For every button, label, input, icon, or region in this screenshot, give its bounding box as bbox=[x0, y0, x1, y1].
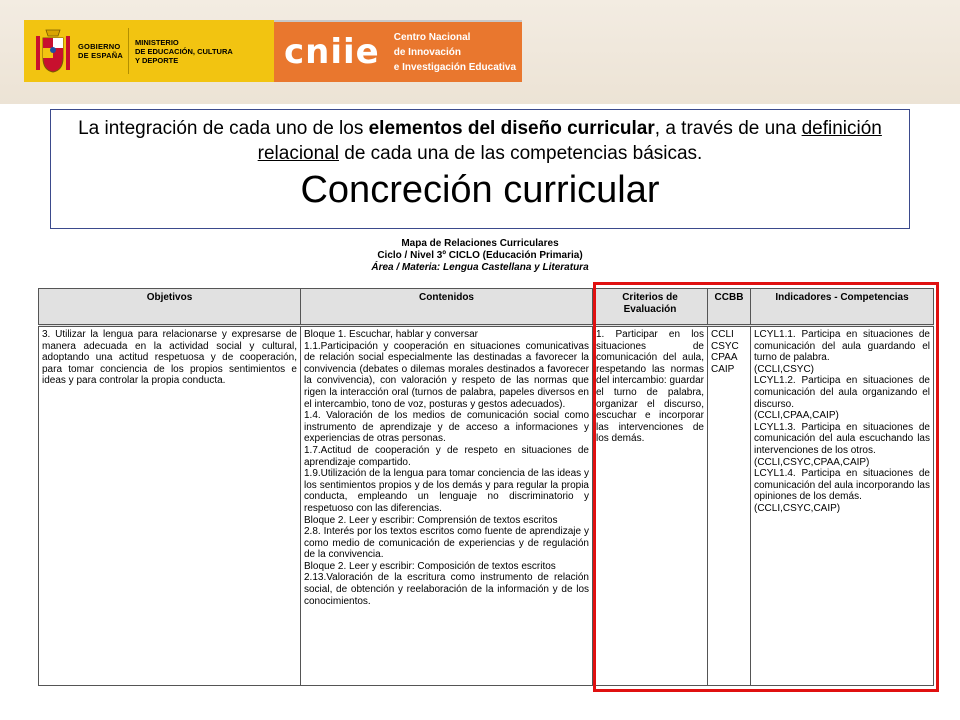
coat-of-arms-icon bbox=[34, 26, 72, 76]
cniie-logo: cniie bbox=[284, 32, 380, 72]
cell-indicadores bbox=[751, 326, 934, 686]
title-pre: La integración de cada uno de los bbox=[78, 118, 369, 139]
header-objetivos: Objetivos bbox=[39, 289, 301, 326]
contenido-line: Bloque 2. Leer y escribir: Composición de textos escritos bbox=[304, 560, 556, 572]
contenido-line: 1.4. Valoración de los medios de comunicación social como instrumento de aprendizaje y de acceso a informaciones y experiencias de otras personas. bbox=[304, 410, 589, 445]
map-title: Mapa de Relaciones Curriculares bbox=[401, 238, 559, 249]
ccbb-item: CPAA bbox=[711, 352, 738, 364]
cell-contenidos bbox=[301, 326, 593, 686]
table-header-row bbox=[39, 289, 934, 326]
contenido-line: 1.1.Participación y cooperación en situaciones comunicativas de relación social especialmente las destinadas a favorecer la convivencia (debates o dilemas morales destinados a favorecer la convivencia), con valoración y respeto de las normas que rigen la interacción oral (turnos de palabra, papeles diversos en el intercambio, tono de voz, posturas y gestos adecuados). bbox=[304, 340, 589, 410]
title-bold: elementos del diseño curricular bbox=[368, 118, 655, 139]
indicador-codes: (CCLI,CSYC,CAIP) bbox=[754, 502, 841, 514]
map-subject: Área / Materia: Lengua Castellana y Literatura bbox=[371, 262, 589, 273]
cniie-logo-block bbox=[274, 22, 522, 82]
ccbb-item: CAIP bbox=[711, 363, 735, 375]
contenido-line: 2.13.Valoración de la escritura como instrumento de relación social, de obtención y reelaboración de la información y de los conocimientos. bbox=[304, 572, 589, 607]
contenido-line: Bloque 1. Escuchar, hablar y conversar bbox=[304, 329, 478, 340]
map-header bbox=[300, 238, 660, 274]
indicador-codes: (CCLI,CSYC,CPAA,CAIP) bbox=[754, 456, 870, 468]
cell-ccbb bbox=[708, 326, 751, 686]
title-box bbox=[50, 109, 910, 229]
indicador-codes: (CCLI,CPAA,CAIP) bbox=[754, 410, 839, 422]
contenido-line: 2.8. Interés por los textos escritos como fuente de aprendizaje y como medio de comunicación de experiencias y de regulación de la convivencia. bbox=[304, 526, 589, 561]
cell-criterios: 1. Participar en los situaciones de comunicación del aula, respetando las normas del intercambio: guardar el turno de palabra, organizar el discurso, escuchar e incorporar las intervenciones de los demás. bbox=[593, 326, 708, 686]
ccbb-item: CCLI bbox=[711, 329, 734, 340]
gobierno-label: GOBIERNO DE ESPAÑA bbox=[78, 42, 124, 60]
contenido-line: 1.9.Utilización de la lengua para tomar conciencia de las ideas y los sentimientos propios y de los demás y para regular la propia conducta, empleando un lenguaje no discriminatorio y respetuoso con las diferencias. bbox=[304, 468, 589, 514]
indicador-line: LCYL1.4. Participa en situaciones de comunicación del aula incorporando las opiniones de los demás. bbox=[754, 468, 930, 503]
curriculum-table bbox=[38, 288, 934, 686]
title-mid: , a través de una bbox=[654, 118, 802, 139]
logo-divider bbox=[128, 28, 129, 74]
map-cycle: Ciclo / Nivel 3º CICLO (Educación Primaria) bbox=[377, 250, 583, 261]
contenido-line: 1.7.Actitud de cooperación y de respeto en situaciones de aprendizaje compartido. bbox=[304, 444, 589, 468]
cniie-name: Centro Nacional de Innovación e Investigación Educativa bbox=[393, 31, 516, 73]
cell-objetivos: 3. Utilizar la lengua para relacionarse y expresarse de manera adecuada en la actividad social y cultural, adoptando una actitud respetuosa y de cooperación, para tomar conciencia de los propios sentimientos e ideas y para controlar la propia conducta. bbox=[39, 326, 301, 686]
ministry-label: MINISTERIO DE EDUCACIÓN, CULTURA Y DEPORTE bbox=[135, 37, 233, 65]
page-title: Concreción curricular bbox=[300, 169, 660, 211]
header-indicadores: Indicadores - Competencias bbox=[751, 289, 934, 326]
title-underlined: definición relacional bbox=[257, 118, 882, 164]
header-criterios: Criterios de Evaluación bbox=[593, 289, 708, 326]
contenido-line: Bloque 2. Leer y escribir: Comprensión de textos escritos bbox=[304, 514, 558, 526]
government-logo-block bbox=[24, 20, 274, 82]
header-contenidos: Contenidos bbox=[301, 289, 593, 326]
title-post: de cada una de las competencias básicas. bbox=[338, 143, 703, 164]
indicador-line: LCYL1.3. Participa en situaciones de comunicación del aula escuchando las intervenciones de los otros. bbox=[754, 421, 930, 456]
table-row bbox=[39, 326, 934, 686]
header-banner bbox=[0, 0, 960, 104]
indicador-line: LCYL1.1. Participa en situaciones de comunicación del aula guardando el turno de palabra. bbox=[754, 329, 930, 364]
indicador-codes: (CCLI,CSYC) bbox=[754, 363, 815, 375]
indicador-line: LCYL1.2. Participa en situaciones de comunicación del aula organizando el discurso. bbox=[754, 375, 930, 410]
header-ccbb: CCBB bbox=[708, 289, 751, 326]
ccbb-item: CSYC bbox=[711, 340, 739, 352]
title-description bbox=[51, 116, 909, 166]
